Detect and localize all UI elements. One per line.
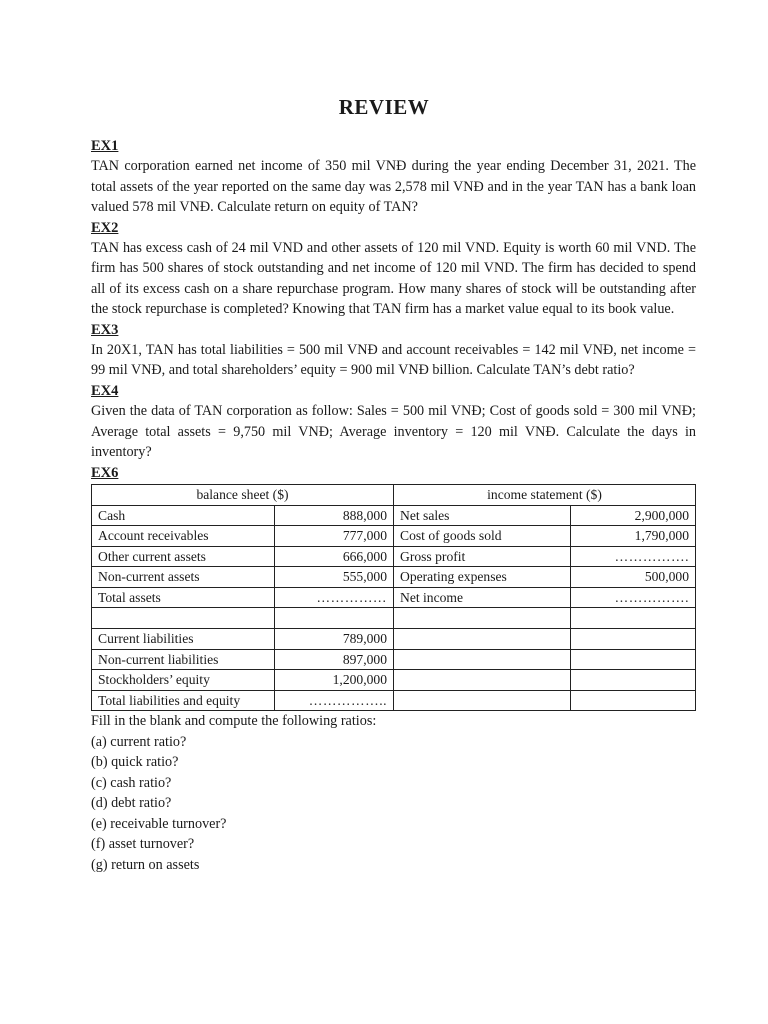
income-statement-header: income statement ($) — [394, 484, 696, 505]
income-item-label — [394, 608, 571, 629]
balance-item-label: Non-current liabilities — [92, 649, 275, 670]
table-row — [92, 567, 696, 588]
table-body — [92, 505, 696, 711]
question-item: (e) receivable turnover? — [91, 815, 227, 832]
income-item-label — [394, 649, 571, 670]
question-item: (b) quick ratio? — [91, 754, 179, 771]
balance-item-value: 555,000 — [275, 567, 394, 588]
ex1-heading: EX1 — [91, 138, 119, 154]
income-item-label — [394, 690, 571, 711]
balance-item-label: Other current assets — [92, 546, 275, 567]
balance-item-value: …………….. — [275, 690, 394, 711]
table-header-row — [92, 484, 696, 505]
question-item: (f) asset turnover? — [91, 836, 195, 853]
income-item-label: Gross profit — [394, 546, 571, 567]
income-item-label — [394, 629, 571, 650]
balance-item-label — [92, 608, 275, 629]
question-item: (a) current ratio? — [91, 733, 187, 750]
table-row — [92, 690, 696, 711]
table-row — [92, 629, 696, 650]
table-row — [92, 587, 696, 608]
income-item-value — [571, 670, 696, 691]
ex2-heading: EX2 — [91, 219, 119, 236]
balance-item-label: Stockholders’ equity — [92, 670, 275, 691]
table-row — [92, 546, 696, 567]
income-item-value — [571, 690, 696, 711]
income-item-value — [571, 629, 696, 650]
questions-instruction: Fill in the blank and compute the following ratios: — [91, 713, 377, 730]
income-item-value: 2,900,000 — [571, 505, 696, 526]
balance-item-value: …………… — [275, 587, 394, 608]
balance-item-value: 666,000 — [275, 546, 394, 567]
ex4-text: Given the data of TAN corporation as follow: Sales = 500 mil VNĐ; Cost of goods sold = 300 mil VNĐ; Average total assets = 9,750 mil VNĐ; Average inventory = 120 mil VNĐ. Calculate the days in inventory? — [91, 403, 696, 461]
balance-item-value: 888,000 — [275, 505, 394, 526]
income-item-label: Net sales — [394, 505, 571, 526]
table-row — [92, 608, 696, 629]
ex4-heading: EX4 — [91, 382, 119, 399]
income-item-label: Net income — [394, 587, 571, 608]
ex6-heading: EX6 — [91, 464, 119, 481]
balance-item-label: Total liabilities and equity — [92, 690, 275, 711]
ex3-heading: EX3 — [91, 321, 119, 338]
financial-statements-table — [91, 484, 696, 712]
income-item-label: Operating expenses — [394, 567, 571, 588]
table-row — [92, 649, 696, 670]
table-row — [92, 526, 696, 547]
page-title: REVIEW — [338, 95, 430, 119]
balance-sheet-header: balance sheet ($) — [92, 484, 394, 505]
balance-item-value — [275, 608, 394, 629]
balance-item-label: Account receivables — [92, 526, 275, 547]
income-item-value: ……………. — [571, 546, 696, 567]
balance-item-label: Total assets — [92, 587, 275, 608]
income-item-value: ……………. — [571, 587, 696, 608]
income-item-label — [394, 670, 571, 691]
balance-item-label: Cash — [92, 505, 275, 526]
ex3-text: In 20X1, TAN has total liabilities = 500 mil VNĐ and account receivables = 142 mil VNĐ, net income = 99 mil VNĐ, and total shareholders’ equity = 900 mil VNĐ billion. Calculate TAN’s debt ratio? — [91, 342, 696, 379]
income-item-value — [571, 608, 696, 629]
table-row — [92, 505, 696, 526]
balance-item-value: 897,000 — [275, 649, 394, 670]
questions-list — [91, 732, 696, 876]
income-item-value — [571, 649, 696, 670]
table-row — [92, 670, 696, 691]
document-body — [91, 136, 696, 875]
question-item: (d) debt ratio? — [91, 795, 172, 812]
income-item-value: 1,790,000 — [571, 526, 696, 547]
balance-item-value: 789,000 — [275, 629, 394, 650]
ex2-text: TAN has excess cash of 24 mil VND and other assets of 120 mil VND. Equity is worth 60 mil VND. The firm has 500 shares of stock outstanding and net income of 120 mil VND. The firm has decided to spend all of its excess cash on a share repurchase program. How many shares of stock will be outstanding after the stock repurchase is completed? Knowing that TAN firm has a market value equal to its book value. — [91, 240, 696, 318]
ex1-text: TAN corporation earned net income of 350 mil VNĐ during the year ending December 31, 2021. The total assets of the year reported on the same day was 2,578 mil VNĐ and in the year TAN has a bank loan valued 578 mil VNĐ. Calculate return on equity of TAN? — [91, 158, 696, 216]
question-item: (c) cash ratio? — [91, 774, 172, 791]
balance-item-value: 1,200,000 — [275, 670, 394, 691]
balance-item-label: Current liabilities — [92, 629, 275, 650]
income-item-label: Cost of goods sold — [394, 526, 571, 547]
balance-item-value: 777,000 — [275, 526, 394, 547]
questions-section — [91, 711, 696, 875]
income-item-value: 500,000 — [571, 567, 696, 588]
question-item: (g) return on assets — [91, 856, 200, 873]
balance-item-label: Non-current assets — [92, 567, 275, 588]
